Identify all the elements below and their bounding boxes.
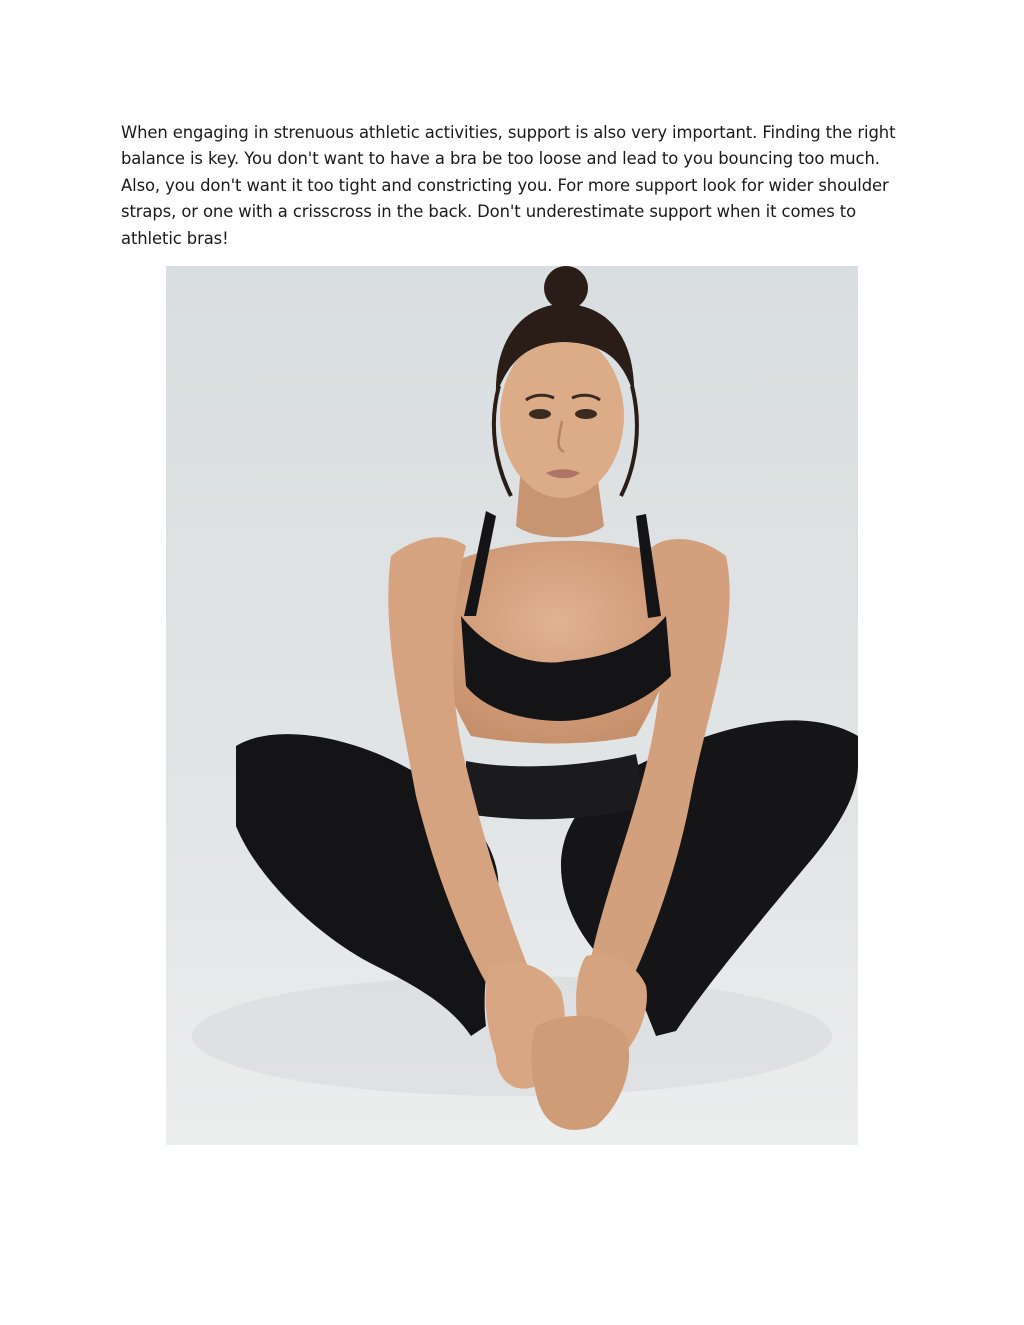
athlete-illustration: [166, 266, 858, 1145]
body-paragraph: When engaging in strenuous athletic activities, support is also very important. Finding the right balance is key. You don't want to have a bra be too loose and lead to you bouncing too much. Also, you don't want it too tight and constricting you. For more support look for wider shoulder straps, or one with a crisscross in the back. Don't underestimate support when it comes to athletic bras!: [121, 123, 896, 248]
right-eye: [575, 409, 597, 419]
left-eye: [529, 409, 551, 419]
athlete-photo: [166, 266, 858, 1145]
hair-bun: [544, 266, 588, 310]
